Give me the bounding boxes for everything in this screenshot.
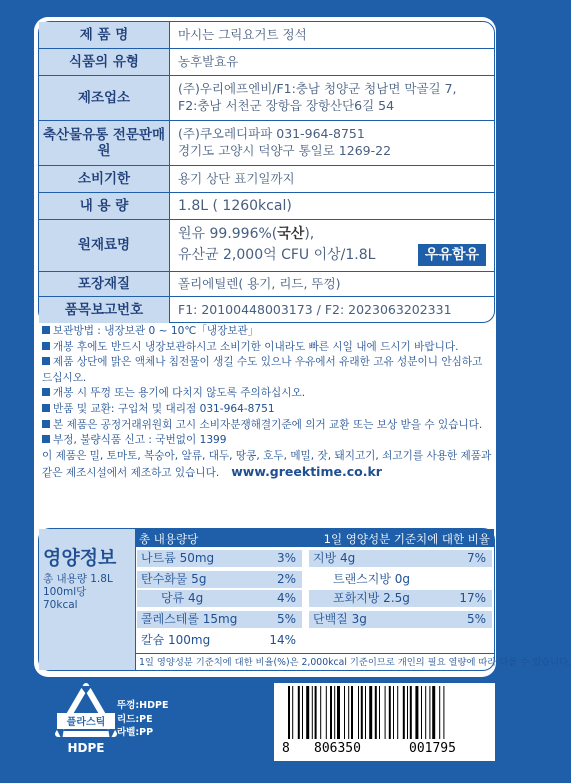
value-volume: 1.8L ( 1260kcal) — [178, 197, 292, 214]
nutrient-row: 칼슘 100mg 14% — [141, 633, 296, 647]
nutrition-facts — [38, 528, 571, 671]
note-item: 반품 및 교환: 구입처 및 대리점 031-964-8751 — [42, 402, 494, 418]
label-report-number: 품목보고번호 — [39, 297, 170, 323]
nutrient-row: 콜레스테롤 15mg 5% — [137, 611, 302, 628]
barcode-bar — [292, 686, 293, 739]
barcode-lead-digit: 8 — [282, 741, 290, 756]
recycle-materials: 뚜껑:HDPE 리드:PE 라벨:PP — [117, 700, 169, 738]
barcode-bar — [407, 686, 408, 739]
distributor-line2: 경기도 고양시 덕양구 통일로 1269-22 — [178, 143, 392, 158]
barcode-bar — [320, 686, 321, 739]
note-item: 개봉 시 뚜껑 또는 용기에 다치지 않도록 주의하십시오. — [42, 386, 494, 402]
row-report-number — [39, 297, 494, 323]
manufacturer-line1: (주)우리에프엔비/F1:충남 청양군 청남면 막골길 7, — [178, 81, 457, 97]
nutrition-title: 영양정보 — [43, 547, 117, 569]
label-volume: 내 용 량 — [39, 193, 170, 219]
value-product-name: 마시는 그릭요거트 정석 — [178, 26, 307, 42]
barcode-bar — [365, 686, 366, 739]
note-item: 보관방법 : 냉장보관 0 ~ 10℃「냉장보관」 — [42, 324, 494, 340]
note-item: 부정, 불량식품 신고 : 국번없이 1399 — [42, 433, 494, 449]
barcode-bar — [410, 686, 412, 739]
ingredients-line2: 유산균 2,000억 CFU 이상/1.8L 우유함유 — [178, 244, 486, 267]
barcode-bar — [415, 686, 418, 739]
barcode-bar — [439, 686, 440, 739]
bullet-square-icon — [42, 404, 50, 412]
row-manufacturer — [39, 76, 494, 121]
barcode-bar — [334, 686, 335, 739]
notes-section — [42, 324, 494, 482]
barcode-bar — [369, 686, 372, 739]
nutrient-row: 나트륨 50mg 3% — [137, 550, 302, 567]
row-distributor — [39, 121, 494, 166]
bullet-square-icon — [42, 342, 50, 350]
barcode-bar — [425, 686, 426, 739]
value-distributor — [170, 121, 494, 165]
barcode-bar — [421, 686, 422, 739]
barcode-bar — [326, 686, 327, 739]
barcode-bar — [443, 686, 444, 739]
nutrient-row: 지방 4g 7% — [309, 550, 492, 567]
bullet-square-icon — [42, 326, 50, 334]
value-manufacturer — [170, 76, 494, 120]
milk-allergen-badge: 우유함유 — [418, 244, 486, 267]
barcode-bar — [375, 686, 377, 739]
value-packaging: 폴리에틸렌( 용기, 리드, 뚜껑) — [178, 275, 341, 291]
barcode-bar — [348, 686, 349, 739]
barcode-bar — [330, 686, 332, 739]
bullet-square-icon — [42, 420, 50, 428]
nutrition-header — [135, 529, 494, 547]
barcode-bar — [385, 686, 386, 739]
bullet-square-icon — [42, 435, 50, 443]
barcode-bar — [315, 686, 317, 739]
barcode-bar — [302, 686, 303, 739]
barcode-bar — [351, 686, 353, 739]
barcode-bar — [306, 686, 309, 739]
distributor-line1: (주)쿠오레디파파 031-964-8751 — [178, 126, 365, 142]
barcode-bar — [379, 686, 380, 739]
barcode-bar — [397, 686, 398, 739]
value-food-type: 농후발효유 — [178, 53, 239, 69]
label-food-type: 식품의 유형 — [39, 49, 170, 75]
website-url: www.greektime.co.kr — [231, 464, 382, 480]
value-expiry: 용기 상단 표기일까지 — [178, 170, 295, 186]
label-product-name: 제 품 명 — [39, 22, 170, 48]
label-manufacturer: 제조업소 — [39, 76, 170, 120]
nutrition-header-left: 총 내용량당 — [139, 532, 199, 546]
row-expiry — [39, 166, 494, 193]
nutrient-row: 단백질 3g 5% — [309, 611, 492, 628]
barcode-bar — [393, 686, 394, 739]
nutrient-row: 당류 4g 4% — [137, 590, 302, 607]
label-packaging: 포장재질 — [39, 272, 170, 296]
barcode-bar — [361, 686, 363, 739]
nutrient-row: 트랜스지방 0g — [333, 572, 411, 586]
barcode-bar — [403, 686, 405, 739]
barcode-bars — [288, 686, 483, 739]
nutrition-header-right: 1일 영양성분 기준치에 대한 비율 — [323, 532, 490, 546]
barcode-bar — [344, 686, 345, 739]
nutrient-row: 포화지방 2.5g 17% — [309, 590, 492, 607]
value-report-number: F1: 20100448003173 / F2: 2023063202331 — [178, 301, 452, 317]
recycle-material-text: 플라스틱 — [66, 717, 106, 728]
note-item: 개봉 후에도 반드시 냉장보관하시고 소비기한 이내라도 빠른 시일 내에 드시기 바랍니다. — [42, 340, 494, 356]
recycle-hdpe-icon — [52, 682, 120, 757]
barcode-bar — [288, 686, 290, 739]
barcode-bar — [312, 686, 313, 739]
row-packaging — [39, 272, 494, 297]
bullet-square-icon — [42, 388, 50, 396]
nutrient-row: 탄수화물 5g 2% — [137, 571, 302, 588]
barcode-bar — [298, 686, 300, 739]
barcode-bar — [337, 686, 340, 739]
note-item: 본 제품은 공정거래위원회 고시 소비자분쟁해결기준에 의거 교환 또는 보상 받을 수 있습니다. — [42, 418, 494, 434]
allergen-note: 이 제품은 밀, 토마토, 복숭아, 알류, 대두, 땅콩, 호두, 메밀, 잣, 돼지고기, 쇠고기를 사용한 제품과 같은 제조시설에서 제조하고 있습니다. www.greektime.co.kr — [42, 449, 492, 480]
nutrition-label — [39, 529, 136, 670]
row-ingredients — [39, 220, 494, 272]
bullet-square-icon — [42, 357, 50, 365]
nutrition-footnote: 1일 영양성분 기준치에 대한 비율(%)은 2,000kcal 기준이므로 개인의 필요 열량에 따라 다를 수 있습니다. — [135, 653, 494, 671]
origin-bold: 국산 — [277, 225, 305, 242]
ingredients-line1: 원유 99.996%(국산), — [178, 225, 315, 242]
label-distributor: 축산물유통 전문판매원 — [39, 121, 170, 165]
note-item: 제품 상단에 맑은 액체나 침전물이 생길 수도 있으나 우유에서 유래한 고유 성분이니 안심하고 드십시오. — [42, 356, 483, 384]
value-ingredients — [170, 220, 494, 271]
barcode-bar — [429, 686, 430, 739]
row-product-name — [39, 22, 494, 49]
barcode-left-digits: 806350 — [314, 741, 361, 756]
barcode-bar — [389, 686, 391, 739]
recycle-code-text: HDPE — [67, 741, 105, 755]
nutrition-serving: 총 내용량 1.8L 100ml당 70kcal — [43, 573, 113, 611]
row-volume — [39, 193, 494, 220]
label-ingredients: 원재료명 — [39, 220, 170, 271]
product-info-table — [38, 21, 495, 323]
row-food-type — [39, 49, 494, 76]
barcode — [274, 683, 495, 761]
barcode-bar — [358, 686, 359, 739]
label-expiry: 소비기한 — [39, 166, 170, 192]
manufacturer-line2: F2:충남 서천군 장항읍 장항산단6길 54 — [178, 98, 395, 113]
barcode-bar — [432, 686, 435, 739]
barcode-right-digits: 001795 — [409, 741, 456, 756]
